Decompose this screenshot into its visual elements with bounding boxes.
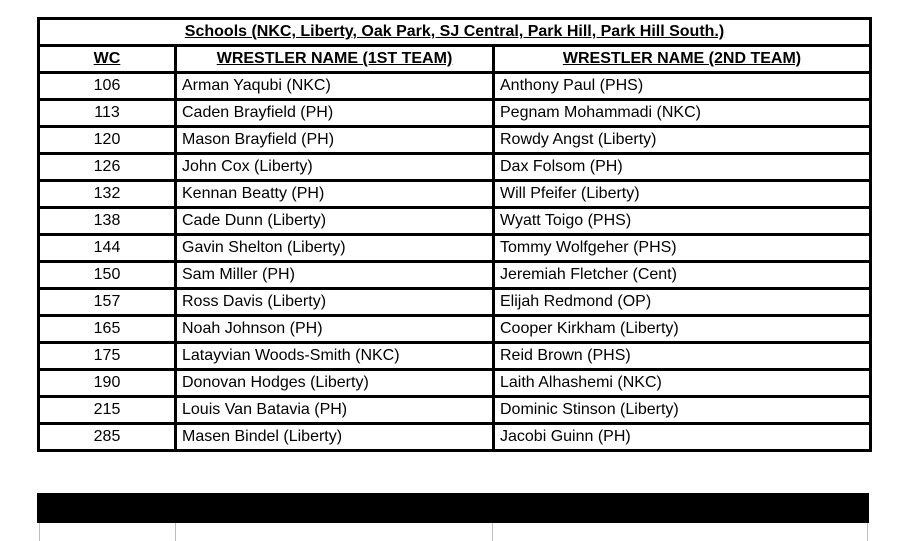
table-title: Schools (NKC, Liberty, Oak Park, SJ Central, Park Hill, Park Hill South.): [39, 19, 871, 46]
first-team-wrestler-cell: Arman Yaqubi (NKC): [176, 73, 494, 100]
second-team-wrestler-cell: Cooper Kirkham (Liberty): [494, 316, 871, 343]
table-row: [39, 181, 871, 208]
header-row: [39, 46, 871, 73]
weight-class-cell: 190: [39, 370, 176, 397]
weight-class-cell: 157: [39, 289, 176, 316]
table-row: [39, 343, 871, 370]
table-row: [39, 262, 871, 289]
cell-gridline: [39, 523, 40, 541]
table-row: [39, 235, 871, 262]
first-team-wrestler-cell: Sam Miller (PH): [176, 262, 494, 289]
cell-gridline: [492, 523, 493, 541]
first-team-wrestler-cell: Ross Davis (Liberty): [176, 289, 494, 316]
roster-table: [37, 17, 872, 452]
second-team-wrestler-cell: Dominic Stinson (Liberty): [494, 397, 871, 424]
weight-class-cell: 106: [39, 73, 176, 100]
table-row: [39, 208, 871, 235]
second-team-wrestler-cell: Wyatt Toigo (PHS): [494, 208, 871, 235]
weight-class-cell: 175: [39, 343, 176, 370]
black-bar: [37, 493, 869, 523]
second-team-wrestler-cell: Dax Folsom (PH): [494, 154, 871, 181]
roster-sheet: [37, 17, 869, 452]
first-team-wrestler-cell: Caden Brayfield (PH): [176, 100, 494, 127]
first-team-wrestler-cell: Donovan Hodges (Liberty): [176, 370, 494, 397]
weight-class-cell: 138: [39, 208, 176, 235]
first-team-wrestler-cell: Gavin Shelton (Liberty): [176, 235, 494, 262]
weight-class-cell: 113: [39, 100, 176, 127]
weight-class-cell: 144: [39, 235, 176, 262]
first-team-wrestler-cell: Mason Brayfield (PH): [176, 127, 494, 154]
second-team-wrestler-cell: Elijah Redmond (OP): [494, 289, 871, 316]
first-team-wrestler-cell: Masen Bindel (Liberty): [176, 424, 494, 451]
second-team-wrestler-cell: Laith Alhashemi (NKC): [494, 370, 871, 397]
weight-class-cell: 126: [39, 154, 176, 181]
table-row: [39, 289, 871, 316]
second-team-wrestler-cell: Will Pfeifer (Liberty): [494, 181, 871, 208]
weight-class-cell: 132: [39, 181, 176, 208]
weight-class-cell: 165: [39, 316, 176, 343]
second-team-wrestler-cell: Reid Brown (PHS): [494, 343, 871, 370]
second-team-wrestler-cell: Rowdy Angst (Liberty): [494, 127, 871, 154]
weight-class-cell: 285: [39, 424, 176, 451]
header-wc: WC: [39, 46, 176, 73]
table-row: [39, 73, 871, 100]
table-row: [39, 316, 871, 343]
cell-gridline: [867, 523, 868, 541]
cell-gridline: [175, 523, 176, 541]
table-row: [39, 127, 871, 154]
header-second-team: WRESTLER NAME (2ND TEAM): [494, 46, 871, 73]
title-row: [39, 19, 871, 46]
weight-class-cell: 215: [39, 397, 176, 424]
first-team-wrestler-cell: Noah Johnson (PH): [176, 316, 494, 343]
second-team-wrestler-cell: Pegnam Mohammadi (NKC): [494, 100, 871, 127]
first-team-wrestler-cell: Kennan Beatty (PH): [176, 181, 494, 208]
second-team-wrestler-cell: Jeremiah Fletcher (Cent): [494, 262, 871, 289]
table-row: [39, 370, 871, 397]
weight-class-cell: 120: [39, 127, 176, 154]
first-team-wrestler-cell: Latayvian Woods-Smith (NKC): [176, 343, 494, 370]
first-team-wrestler-cell: Cade Dunn (Liberty): [176, 208, 494, 235]
header-first-team: WRESTLER NAME (1ST TEAM): [176, 46, 494, 73]
first-team-wrestler-cell: Louis Van Batavia (PH): [176, 397, 494, 424]
second-team-wrestler-cell: Anthony Paul (PHS): [494, 73, 871, 100]
second-team-wrestler-cell: Tommy Wolfgeher (PHS): [494, 235, 871, 262]
table-row: [39, 424, 871, 451]
weight-class-cell: 150: [39, 262, 176, 289]
table-row: [39, 397, 871, 424]
first-team-wrestler-cell: John Cox (Liberty): [176, 154, 494, 181]
second-team-wrestler-cell: Jacobi Guinn (PH): [494, 424, 871, 451]
table-row: [39, 100, 871, 127]
table-row: [39, 154, 871, 181]
